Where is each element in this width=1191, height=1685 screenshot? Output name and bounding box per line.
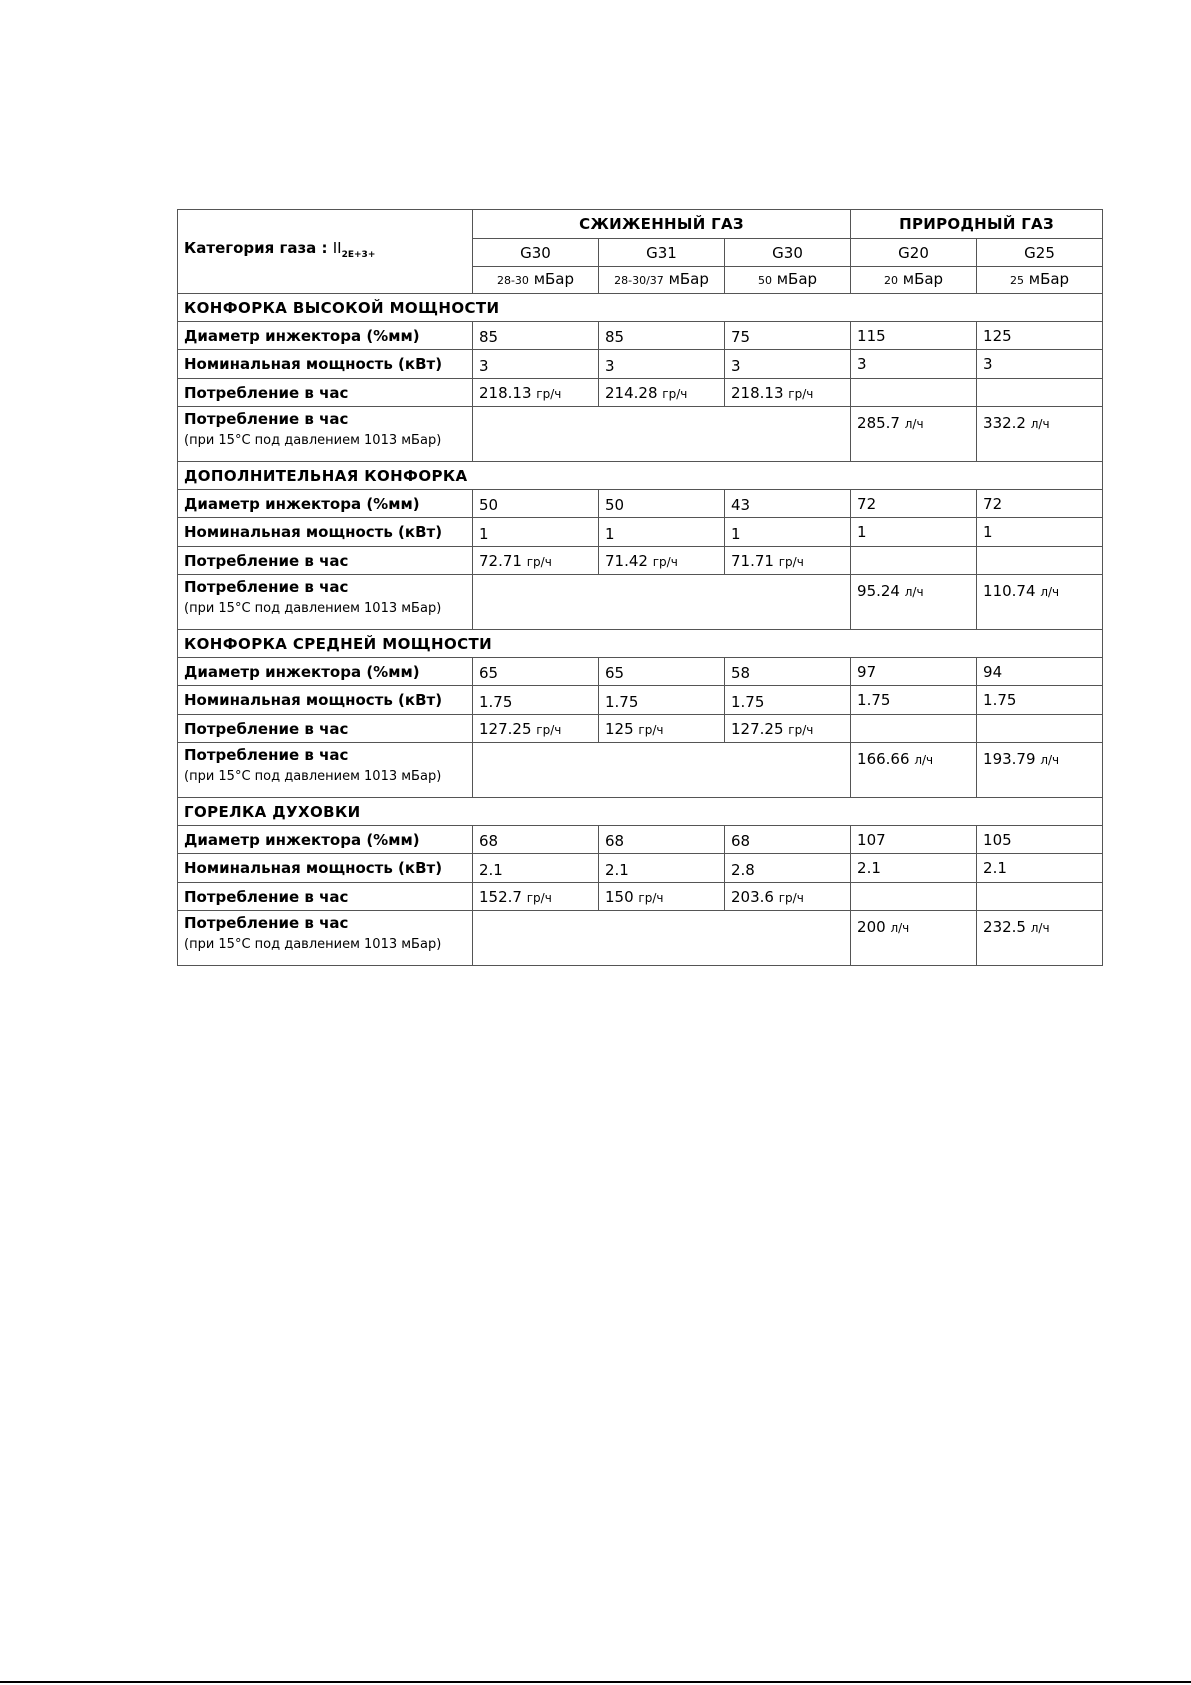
- consumption-note: (при 15°C под давлением 1013 мБар): [184, 601, 442, 616]
- injector-diameter-value: 85: [473, 322, 599, 350]
- sections-body: [178, 294, 1103, 966]
- injector-diameter-row: [178, 826, 1103, 854]
- nominal-power-value: 1.75: [725, 686, 851, 715]
- consumption-number: 72.71: [479, 552, 522, 570]
- injector-diameter-value: 43: [725, 490, 851, 518]
- consumption-note: (при 15°C под давлением 1013 мБар): [184, 433, 442, 448]
- injector-diameter-value: 85: [599, 322, 725, 350]
- consumption-label: Потребление в час: [178, 547, 473, 575]
- consumption-unit: л/ч: [1030, 417, 1050, 431]
- gas-parameters-table: [177, 209, 1103, 966]
- consumption-number: 166.66: [857, 750, 910, 768]
- consumption-l-row: [178, 743, 1103, 798]
- section-title: ДОПОЛНИТЕЛЬНАЯ КОНФОРКА: [178, 462, 1103, 490]
- consumption-unit: гр/ч: [536, 387, 562, 401]
- consumption-gr-value: [473, 715, 599, 743]
- gas-name: G30: [473, 239, 599, 267]
- injector-diameter-label: Диаметр инжектора (%мм): [178, 322, 473, 350]
- consumption-l-row: [178, 575, 1103, 630]
- consumption-unit: л/ч: [1040, 753, 1060, 767]
- consumption-number: 125: [605, 720, 634, 738]
- consumption-gr-value: [599, 715, 725, 743]
- consumption-gr-value: [725, 715, 851, 743]
- nominal-power-value: 3: [977, 350, 1103, 379]
- consumption-l-value: [977, 911, 1103, 966]
- consumption-number: 127.25: [731, 720, 784, 738]
- section-title-row: [178, 294, 1103, 322]
- injector-diameter-row: [178, 490, 1103, 518]
- consumption-gr-value: [599, 883, 725, 911]
- injector-diameter-label: Диаметр инжектора (%мм): [178, 658, 473, 686]
- gas-name: G25: [977, 239, 1103, 267]
- empty-cell: [977, 883, 1103, 911]
- injector-diameter-value: 68: [473, 826, 599, 854]
- consumption-conditions-label: [178, 911, 473, 966]
- empty-cell: [977, 715, 1103, 743]
- nominal-power-value: 3: [599, 350, 725, 379]
- consumption-l-row: [178, 911, 1103, 966]
- gas-category-cell: [178, 210, 473, 294]
- consumption-number: 71.42: [605, 552, 648, 570]
- injector-diameter-row: [178, 658, 1103, 686]
- injector-diameter-value: 68: [725, 826, 851, 854]
- consumption-conditions-label: [178, 575, 473, 630]
- consumption-number: 218.13: [731, 384, 784, 402]
- nominal-power-value: 1: [473, 518, 599, 547]
- consumption-unit: л/ч: [904, 585, 924, 599]
- gas-pressure: 20 мБар: [851, 267, 977, 294]
- consumption-label: Потребление в час: [184, 410, 349, 428]
- consumption-unit: л/ч: [904, 417, 924, 431]
- consumption-note: (при 15°C под давлением 1013 мБар): [184, 937, 442, 952]
- consumption-conditions-label: [178, 407, 473, 462]
- consumption-number: 71.71: [731, 552, 774, 570]
- consumption-l-value: [851, 407, 977, 462]
- consumption-number: 214.28: [605, 384, 658, 402]
- consumption-number: 232.5: [983, 918, 1026, 936]
- consumption-unit: гр/ч: [526, 555, 552, 569]
- consumption-gr-row: [178, 883, 1103, 911]
- nominal-power-row: [178, 518, 1103, 547]
- nominal-power-row: [178, 350, 1103, 379]
- consumption-unit: л/ч: [1030, 921, 1050, 935]
- consumption-label: Потребление в час: [178, 379, 473, 407]
- consumption-gr-value: [473, 379, 599, 407]
- consumption-l-value: [977, 407, 1103, 462]
- consumption-gr-value: [473, 547, 599, 575]
- nominal-power-value: 1.75: [977, 686, 1103, 715]
- injector-diameter-value: 58: [725, 658, 851, 686]
- nominal-power-value: 1: [977, 518, 1103, 547]
- consumption-gr-value: [473, 883, 599, 911]
- consumption-gr-row: [178, 547, 1103, 575]
- injector-diameter-value: 65: [473, 658, 599, 686]
- empty-cell: [473, 743, 851, 798]
- gas-name: G31: [599, 239, 725, 267]
- section-title: КОНФОРКА ВЫСОКОЙ МОЩНОСТИ: [178, 294, 1103, 322]
- consumption-gr-value: [725, 379, 851, 407]
- consumption-unit: гр/ч: [536, 723, 562, 737]
- consumption-l-value: [851, 743, 977, 798]
- nominal-power-value: 2.1: [473, 854, 599, 883]
- consumption-unit: гр/ч: [638, 891, 664, 905]
- injector-diameter-value: 107: [851, 826, 977, 854]
- nominal-power-label: Номинальная мощность (кВт): [178, 350, 473, 379]
- injector-diameter-value: 50: [473, 490, 599, 518]
- consumption-number: 200: [857, 918, 886, 936]
- consumption-number: 110.74: [983, 582, 1036, 600]
- consumption-conditions-label: [178, 743, 473, 798]
- nominal-power-value: 3: [473, 350, 599, 379]
- injector-diameter-label: Диаметр инжектора (%мм): [178, 826, 473, 854]
- injector-diameter-value: 125: [977, 322, 1103, 350]
- consumption-gr-value: [725, 883, 851, 911]
- header-row-groups: [178, 210, 1103, 239]
- consumption-gr-row: [178, 715, 1103, 743]
- injector-diameter-value: 115: [851, 322, 977, 350]
- consumption-number: 150: [605, 888, 634, 906]
- nominal-power-value: 3: [851, 350, 977, 379]
- consumption-unit: гр/ч: [788, 387, 814, 401]
- section-title-row: [178, 630, 1103, 658]
- nominal-power-value: 1.75: [473, 686, 599, 715]
- consumption-label: Потребление в час: [178, 883, 473, 911]
- nominal-power-value: 1.75: [851, 686, 977, 715]
- nominal-power-value: 1: [599, 518, 725, 547]
- section-title: ГОРЕЛКА ДУХОВКИ: [178, 798, 1103, 826]
- consumption-number: 203.6: [731, 888, 774, 906]
- empty-cell: [851, 883, 977, 911]
- consumption-unit: гр/ч: [526, 891, 552, 905]
- gas-category-label: Категория газа :: [184, 239, 328, 257]
- empty-cell: [473, 575, 851, 630]
- nominal-power-value: 1: [851, 518, 977, 547]
- consumption-l-row: [178, 407, 1103, 462]
- empty-cell: [851, 379, 977, 407]
- consumption-number: 152.7: [479, 888, 522, 906]
- consumption-unit: гр/ч: [778, 555, 804, 569]
- injector-diameter-value: 68: [599, 826, 725, 854]
- consumption-unit: гр/ч: [652, 555, 678, 569]
- consumption-l-value: [977, 575, 1103, 630]
- consumption-gr-value: [599, 547, 725, 575]
- consumption-unit: л/ч: [914, 753, 934, 767]
- nominal-power-value: 2.1: [977, 854, 1103, 883]
- gas-pressure: 28-30 мБар: [473, 267, 599, 294]
- consumption-l-value: [851, 911, 977, 966]
- injector-diameter-label: Диаметр инжектора (%мм): [178, 490, 473, 518]
- consumption-note: (при 15°C под давлением 1013 мБар): [184, 769, 442, 784]
- gas-name: G30: [725, 239, 851, 267]
- consumption-label: Потребление в час: [184, 578, 349, 596]
- nominal-power-label: Номинальная мощность (кВт): [178, 518, 473, 547]
- consumption-number: 95.24: [857, 582, 900, 600]
- injector-diameter-value: 97: [851, 658, 977, 686]
- section-title: КОНФОРКА СРЕДНЕЙ МОЩНОСТИ: [178, 630, 1103, 658]
- injector-diameter-row: [178, 322, 1103, 350]
- consumption-label: Потребление в час: [184, 746, 349, 764]
- gas-pressure: 25 мБар: [977, 267, 1103, 294]
- consumption-unit: гр/ч: [788, 723, 814, 737]
- consumption-label: Потребление в час: [184, 914, 349, 932]
- gas-category-subscript: 2E+3+: [341, 250, 376, 260]
- gas-pressure: 28-30/37 мБар: [599, 267, 725, 294]
- consumption-number: 285.7: [857, 414, 900, 432]
- section-title-row: [178, 798, 1103, 826]
- consumption-gr-value: [599, 379, 725, 407]
- gas-pressure: 50 мБар: [725, 267, 851, 294]
- injector-diameter-value: 72: [977, 490, 1103, 518]
- nominal-power-row: [178, 686, 1103, 715]
- injector-diameter-value: 72: [851, 490, 977, 518]
- gas-name: G20: [851, 239, 977, 267]
- consumption-unit: л/ч: [890, 921, 910, 935]
- consumption-unit: гр/ч: [638, 723, 664, 737]
- injector-diameter-value: 75: [725, 322, 851, 350]
- consumption-unit: гр/ч: [778, 891, 804, 905]
- nominal-power-value: 2.1: [851, 854, 977, 883]
- consumption-unit: л/ч: [1040, 585, 1060, 599]
- consumption-l-value: [851, 575, 977, 630]
- empty-cell: [977, 379, 1103, 407]
- consumption-number: 332.2: [983, 414, 1026, 432]
- empty-cell: [977, 547, 1103, 575]
- empty-cell: [851, 715, 977, 743]
- group-natural-gas: ПРИРОДНЫЙ ГАЗ: [851, 210, 1103, 239]
- nominal-power-value: 3: [725, 350, 851, 379]
- empty-cell: [473, 911, 851, 966]
- nominal-power-label: Номинальная мощность (кВт): [178, 686, 473, 715]
- nominal-power-label: Номинальная мощность (кВт): [178, 854, 473, 883]
- group-liquefied-gas: СЖИЖЕННЫЙ ГАЗ: [473, 210, 851, 239]
- section-title-row: [178, 462, 1103, 490]
- nominal-power-value: 1.75: [599, 686, 725, 715]
- nominal-power-value: 2.1: [599, 854, 725, 883]
- injector-diameter-value: 50: [599, 490, 725, 518]
- nominal-power-value: 1: [725, 518, 851, 547]
- injector-diameter-value: 65: [599, 658, 725, 686]
- nominal-power-row: [178, 854, 1103, 883]
- consumption-gr-value: [725, 547, 851, 575]
- consumption-l-value: [977, 743, 1103, 798]
- page-bottom-border: [0, 1681, 1191, 1683]
- consumption-label: Потребление в час: [178, 715, 473, 743]
- nominal-power-value: 2.8: [725, 854, 851, 883]
- consumption-number: 218.13: [479, 384, 532, 402]
- consumption-number: 127.25: [479, 720, 532, 738]
- consumption-unit: гр/ч: [662, 387, 688, 401]
- consumption-number: 193.79: [983, 750, 1036, 768]
- gas-category-symbol: II: [332, 239, 342, 257]
- injector-diameter-value: 94: [977, 658, 1103, 686]
- empty-cell: [851, 547, 977, 575]
- injector-diameter-value: 105: [977, 826, 1103, 854]
- consumption-gr-row: [178, 379, 1103, 407]
- empty-cell: [473, 407, 851, 462]
